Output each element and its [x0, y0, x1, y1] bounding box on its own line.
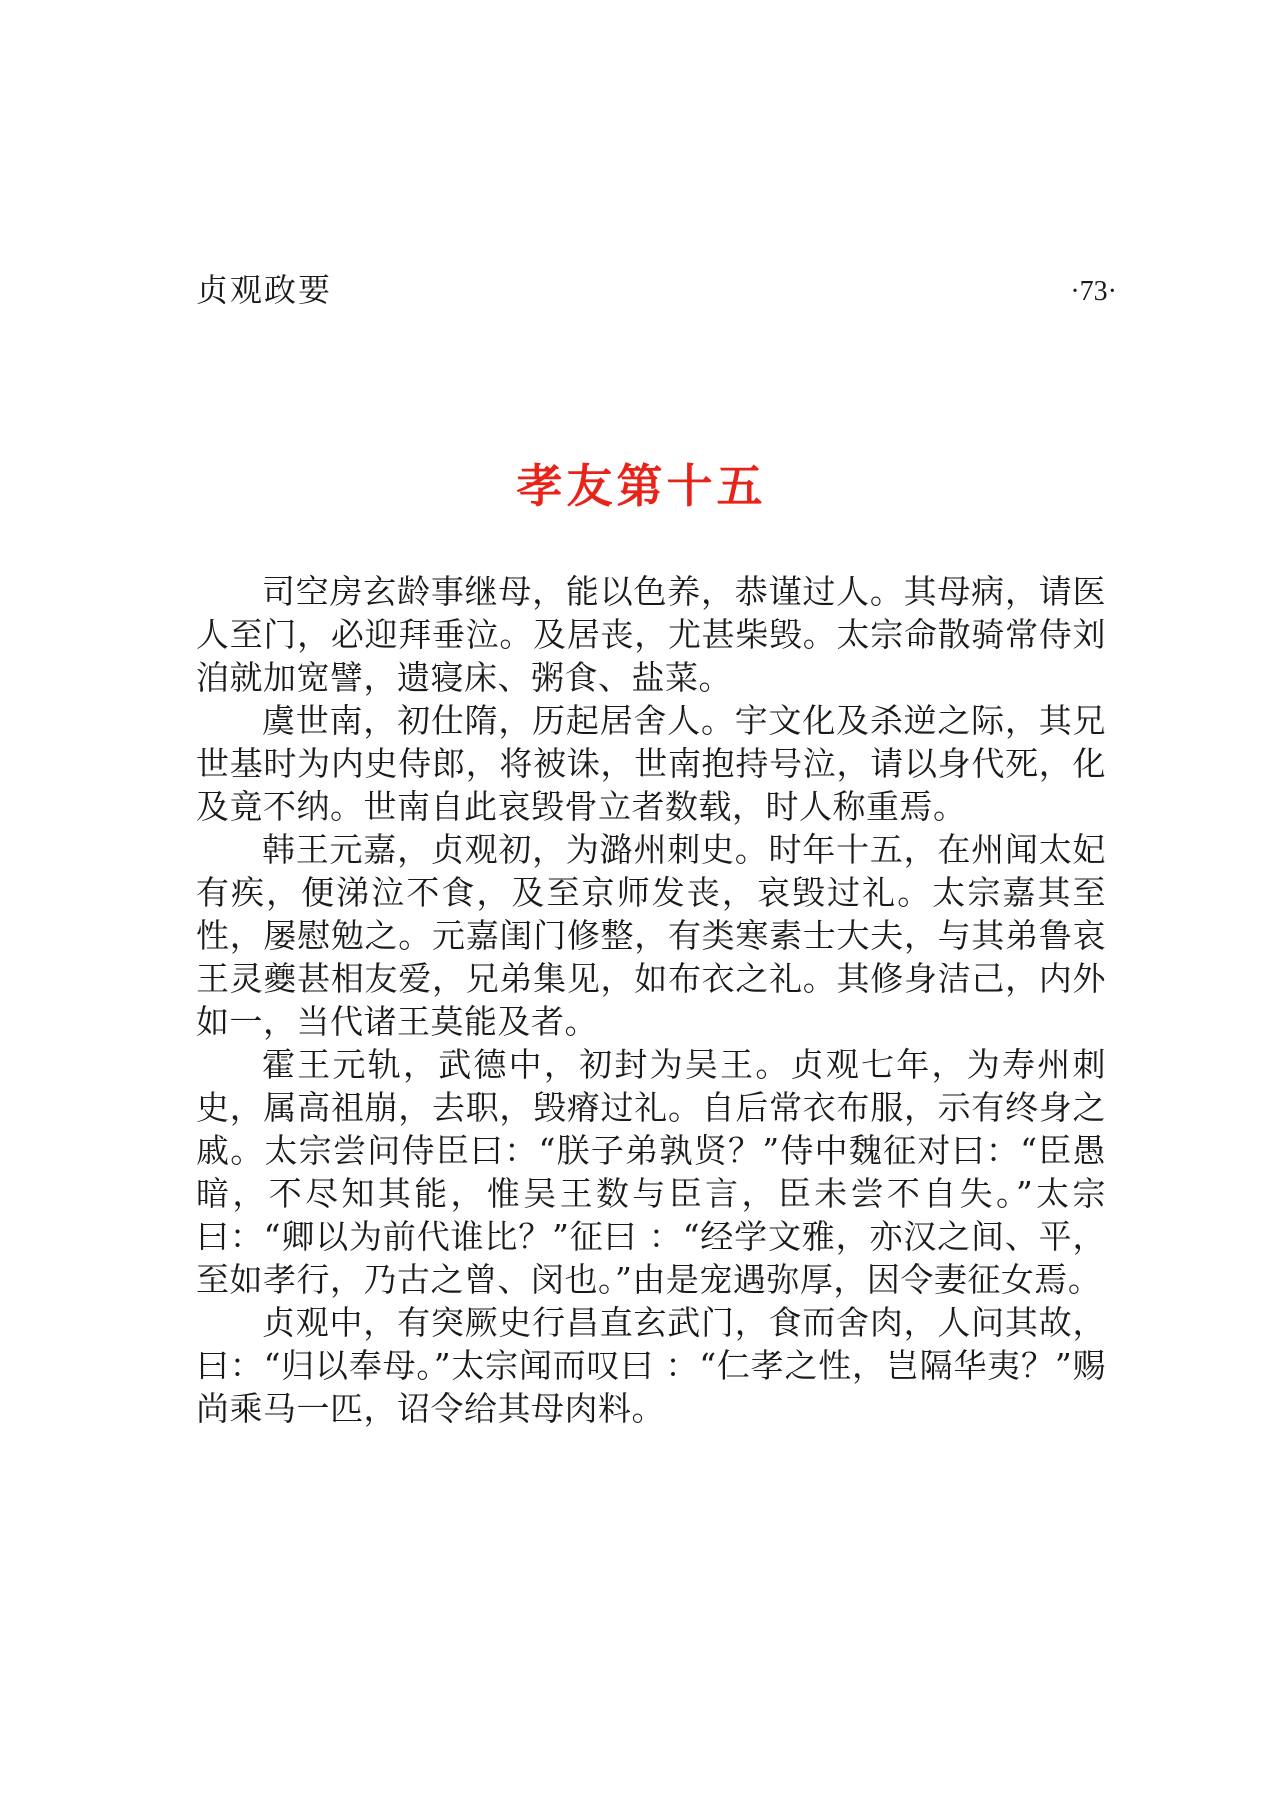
running-head-book-title: 贞观政要 — [196, 271, 333, 309]
paragraph-huo-wang-yuangui: 霍王元轨，武德中，初封为吴王。贞观七年，为寿州刺史，属高祖崩，去职，毁瘠过礼。自后常衣布服，示有终身之戚。太宗尝问侍臣曰：“朕子弟孰贤？”侍中魏征对曰：“臣愚暗，不尽知其能，惟吴王数与臣言，臣未尝不自失。”太宗曰：“卿以为前代谁比？”征曰 ：“经学文雅，亦汉之间、平，至如孝行，乃古之曾、闵也。”由是宠遇弥厚，因令妻征女焉。 — [196, 1045, 1106, 1299]
paragraph-fang-xuanling: 司空房玄龄事继母，能以色养，恭谨过人。其母病，请医人至门，必迎拜垂泣。及居丧，尤甚柴毁。太宗命散骑常侍刘洎就加宽譬，遗寝床、粥食、盐菜。 — [196, 572, 1106, 697]
paragraph-han-wang-yuanjia: 韩王元嘉，贞观初，为潞州刺史。时年十五，在州闻太妃有疾，便涕泣不食，及至京师发丧，哀毁过礼。太宗嘉其至性，屡慰勉之。元嘉闺门修整，有类寒素士大夫，与其弟鲁哀王灵夔甚相友爱，兄弟集见，如布衣之礼。其修身洁己，内外如一，当代诸王莫能及者。 — [196, 830, 1106, 1041]
page-number: ·73· — [1070, 276, 1117, 307]
paragraph-yu-shinan: 虞世南，初仕隋，历起居舍人。宇文化及杀逆之际，其兄世基时为内史侍郎，将被诛，世南抱持号泣，请以身代死，化及竟不纳。世南自此哀毁骨立者数载，时人称重焉。 — [196, 701, 1106, 826]
chapter-title: 孝友第十五 — [516, 459, 767, 513]
paragraph-tujue-shi-xingchang: 贞观中，有突厥史行昌直玄武门，食而舍肉，人问其故，曰：“归以奉母。”太宗闻而叹曰 ：“仁孝之性，岂隔华夷？”赐尚乘马一匹，诏令给其母肉料。 — [196, 1303, 1106, 1428]
body-text — [196, 570, 1106, 1430]
